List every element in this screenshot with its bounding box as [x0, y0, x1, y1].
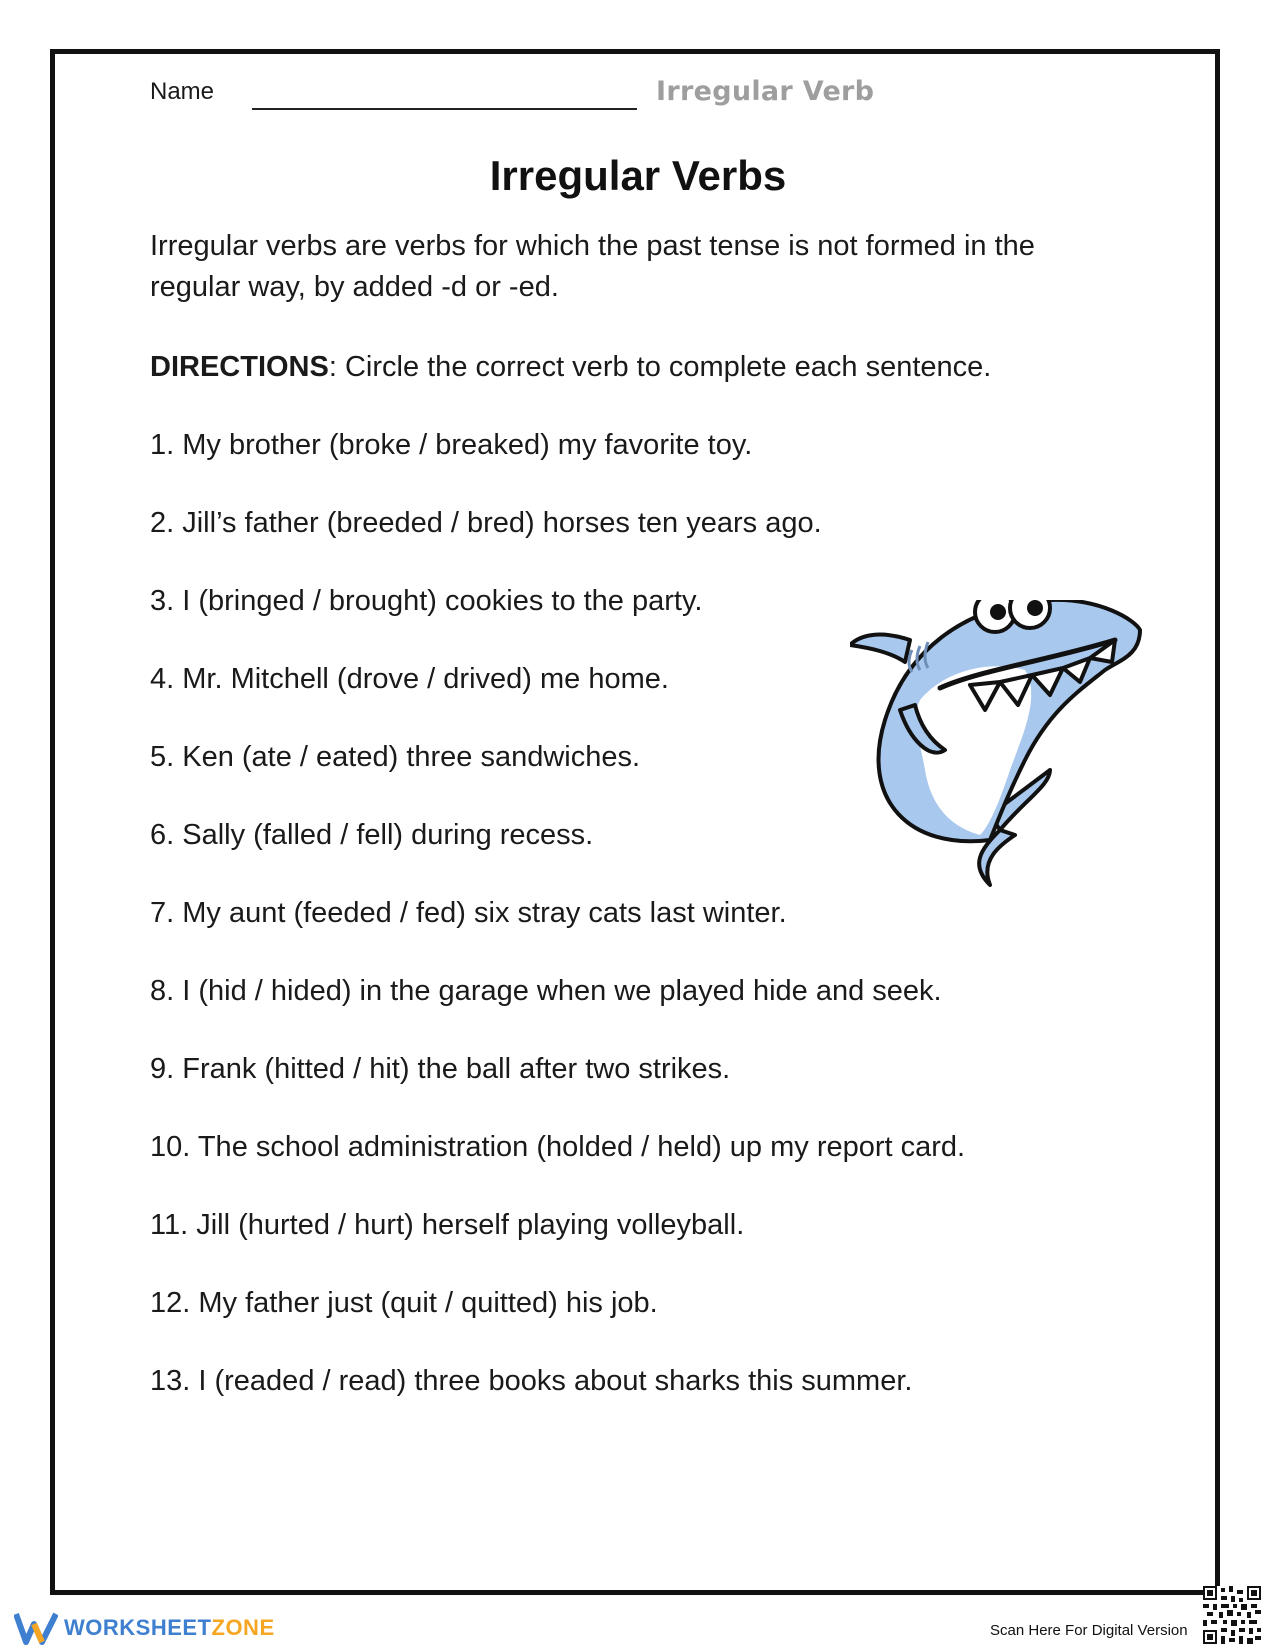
- name-label: Name: [150, 78, 215, 105]
- intro-paragraph: Irregular verbs are verbs for which the past tense is not formed in the regular way, by added -d or -ed.: [150, 230, 1035, 303]
- question-item[interactable]: 11. Jill (hurted / hurt) herself playing volleyball.: [150, 1209, 745, 1241]
- question-item[interactable]: 8. I (hid / hided) in the garage when we played hide and seek.: [150, 975, 942, 1007]
- logo-text-worksheet: WORKSHEET: [64, 1615, 212, 1640]
- worksheetzone-logo[interactable]: [14, 1608, 275, 1648]
- question-item[interactable]: 4. Mr. Mitchell (drove / drived) me home.: [150, 663, 669, 695]
- question-item[interactable]: 9. Frank (hitted / hit) the ball after two strikes.: [150, 1053, 731, 1085]
- question-item[interactable]: 12. My father just (quit / quitted) his job.: [150, 1287, 658, 1319]
- directions-text: : Circle the correct verb to complete each sentence.: [328, 351, 992, 383]
- shark-illustration: [850, 600, 1170, 890]
- question-item[interactable]: 13. I (readed / read) three books about sharks this summer.: [150, 1365, 913, 1397]
- logo-w-icon: [14, 1610, 58, 1646]
- directions: [150, 351, 991, 384]
- logo-text-zone: ZONE: [211, 1615, 275, 1640]
- question-item[interactable]: 2. Jill’s father (breeded / bred) horses ten years ago.: [150, 507, 822, 539]
- qr-code-icon[interactable]: [1203, 1586, 1261, 1644]
- question-item[interactable]: 7. My aunt (feeded / fed) six stray cats last winter.: [150, 897, 787, 929]
- page-title: Irregular Verbs: [489, 152, 787, 199]
- question-item[interactable]: 3. I (bringed / brought) cookies to the party.: [150, 585, 703, 617]
- name-blank-line[interactable]: [252, 108, 637, 110]
- question-item[interactable]: 10. The school administration (holded / held) up my report card.: [150, 1131, 966, 1163]
- scan-text: Scan Here For Digital Version: [990, 1622, 1188, 1639]
- header-tag: Irregular Verb: [656, 76, 875, 107]
- question-item[interactable]: 5. Ken (ate / eated) three sandwiches.: [150, 741, 641, 773]
- directions-label: DIRECTIONS: [150, 351, 329, 383]
- question-item[interactable]: 1. My brother (broke / breaked) my favorite toy.: [150, 429, 753, 461]
- question-item[interactable]: 6. Sally (falled / fell) during recess.: [150, 819, 594, 851]
